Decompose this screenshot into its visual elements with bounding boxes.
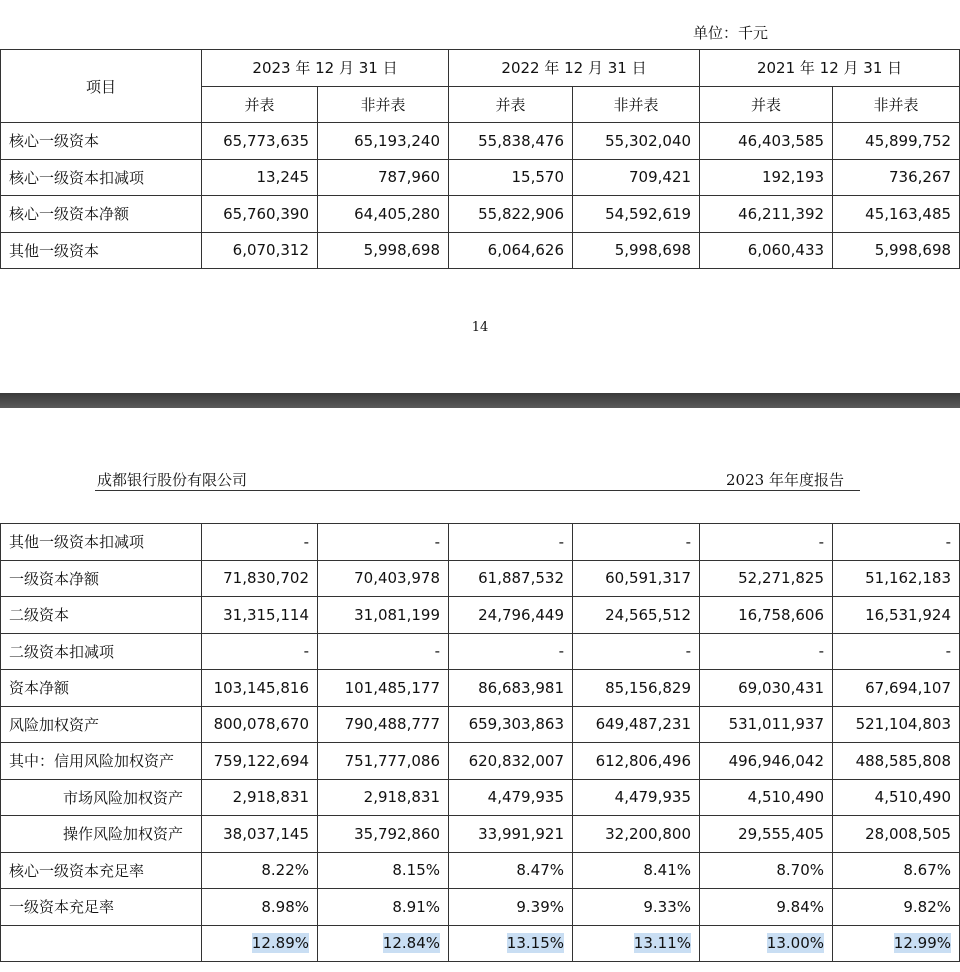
highlighted-value: 13.15% <box>506 934 564 953</box>
sub-header: 非并表 <box>573 86 700 123</box>
year-header: 2021 年 12 月 31 日 <box>700 50 960 87</box>
table-cell: 620,832,007 <box>449 743 573 780</box>
row-label: 市场风险加权资产 <box>1 779 202 816</box>
table-cell: 29,555,405 <box>700 816 833 853</box>
table-cell: 9.84% <box>700 889 833 926</box>
row-label: 一级资本净额 <box>1 560 202 597</box>
table-cell: 6,064,626 <box>449 232 573 269</box>
table-cell: 67,694,107 <box>833 670 960 707</box>
table-cell: 790,488,777 <box>318 706 449 743</box>
table-row <box>1 232 960 269</box>
highlighted-value: 13.00% <box>766 934 824 953</box>
row-label: 二级资本扣减项 <box>1 633 202 670</box>
table-cell: 8.91% <box>318 889 449 926</box>
table-cell: 13,245 <box>202 159 318 196</box>
row-label: 其他一级资本 <box>1 232 202 269</box>
table-cell: 5,998,698 <box>318 232 449 269</box>
table-cell <box>318 925 449 962</box>
table-cell: 65,193,240 <box>318 123 449 160</box>
table-cell: - <box>318 633 449 670</box>
sub-header: 非并表 <box>833 86 960 123</box>
table-cell: 521,104,803 <box>833 706 960 743</box>
table-cell: 6,060,433 <box>700 232 833 269</box>
table-cell: 4,479,935 <box>573 779 700 816</box>
table-row <box>1 889 960 926</box>
table-cell: 612,806,496 <box>573 743 700 780</box>
table-cell: 5,998,698 <box>833 232 960 269</box>
table-cell: 787,960 <box>318 159 449 196</box>
table-row <box>1 743 960 780</box>
row-label: 核心一级资本 <box>1 123 202 160</box>
table-cell <box>202 925 318 962</box>
table-cell: 101,485,177 <box>318 670 449 707</box>
table-cell: 55,302,040 <box>573 123 700 160</box>
table-cell: 659,303,863 <box>449 706 573 743</box>
table-cell: 65,773,635 <box>202 123 318 160</box>
capital-table-top <box>0 49 960 269</box>
table-cell: 4,510,490 <box>700 779 833 816</box>
table-row <box>1 196 960 233</box>
table-cell: - <box>202 633 318 670</box>
table-row <box>1 633 960 670</box>
table-cell: 45,899,752 <box>833 123 960 160</box>
table-cell: 2,918,831 <box>318 779 449 816</box>
row-label: 风险加权资产 <box>1 706 202 743</box>
table-cell: 5,998,698 <box>573 232 700 269</box>
table-cell <box>573 925 700 962</box>
highlighted-value: 12.84% <box>382 934 440 953</box>
table-cell: 35,792,860 <box>318 816 449 853</box>
header-rule <box>95 490 860 491</box>
page-break-band <box>0 393 960 408</box>
table-cell: 65,760,390 <box>202 196 318 233</box>
table-cell: 709,421 <box>573 159 700 196</box>
table-cell: - <box>700 524 833 561</box>
table-cell <box>700 925 833 962</box>
row-label: 资本净额 <box>1 670 202 707</box>
table-cell: 46,211,392 <box>700 196 833 233</box>
table-cell: - <box>833 633 960 670</box>
table-cell: 649,487,231 <box>573 706 700 743</box>
year-header: 2023 年 12 月 31 日 <box>202 50 449 87</box>
table-cell: 31,315,114 <box>202 597 318 634</box>
table-cell: 192,193 <box>700 159 833 196</box>
sub-header: 并表 <box>202 86 318 123</box>
table-cell: 33,991,921 <box>449 816 573 853</box>
year-header: 2022 年 12 月 31 日 <box>449 50 700 87</box>
table-cell: 8.15% <box>318 852 449 889</box>
table-row <box>1 670 960 707</box>
table-cell: 51,162,183 <box>833 560 960 597</box>
table-cell: 800,078,670 <box>202 706 318 743</box>
table-cell: 496,946,042 <box>700 743 833 780</box>
table-cell: 55,822,906 <box>449 196 573 233</box>
table-cell <box>449 925 573 962</box>
table-cell: 31,081,199 <box>318 597 449 634</box>
table-cell: 64,405,280 <box>318 196 449 233</box>
table-cell: - <box>449 524 573 561</box>
table-cell: 759,122,694 <box>202 743 318 780</box>
table-cell: 8.41% <box>573 852 700 889</box>
table-cell: 4,510,490 <box>833 779 960 816</box>
table-cell: 45,163,485 <box>833 196 960 233</box>
capital-table-bottom <box>0 523 960 962</box>
row-label: 其中：信用风险加权资产 <box>1 743 202 780</box>
table-cell: 55,838,476 <box>449 123 573 160</box>
table-cell: - <box>700 633 833 670</box>
table-cell: 8.47% <box>449 852 573 889</box>
table-row <box>1 123 960 160</box>
table-cell: - <box>573 633 700 670</box>
table-cell <box>833 925 960 962</box>
table-cell: 54,592,619 <box>573 196 700 233</box>
company-name: 成都银行股份有限公司 <box>97 471 248 489</box>
table-row <box>1 560 960 597</box>
table-cell: - <box>833 524 960 561</box>
page-number: 14 <box>471 320 489 335</box>
highlighted-value: 13.11% <box>633 934 691 953</box>
table-cell: 9.39% <box>449 889 573 926</box>
table-row <box>1 524 960 561</box>
table-cell: 8.70% <box>700 852 833 889</box>
table-cell: 6,070,312 <box>202 232 318 269</box>
table-cell: 4,479,935 <box>449 779 573 816</box>
table-cell: 8.98% <box>202 889 318 926</box>
table-cell: 9.33% <box>573 889 700 926</box>
row-label: 核心一级资本充足率 <box>1 852 202 889</box>
table-cell: 85,156,829 <box>573 670 700 707</box>
table-row <box>1 925 960 962</box>
row-label: 一级资本充足率 <box>1 889 202 926</box>
row-label: 操作风险加权资产 <box>1 816 202 853</box>
highlighted-value: 12.99% <box>893 934 951 953</box>
table-row <box>1 852 960 889</box>
table-cell: 8.22% <box>202 852 318 889</box>
table-cell: 8.67% <box>833 852 960 889</box>
table-row <box>1 816 960 853</box>
table-cell: 9.82% <box>833 889 960 926</box>
table-row <box>1 706 960 743</box>
item-header: 项目 <box>1 50 202 123</box>
table-cell: 86,683,981 <box>449 670 573 707</box>
sub-header: 并表 <box>449 86 573 123</box>
table-cell: 15,570 <box>449 159 573 196</box>
table-cell: - <box>449 633 573 670</box>
table-cell: 488,585,808 <box>833 743 960 780</box>
table-cell: 103,145,816 <box>202 670 318 707</box>
row-label: 核心一级资本扣减项 <box>1 159 202 196</box>
table-cell: 24,796,449 <box>449 597 573 634</box>
table-row <box>1 597 960 634</box>
row-label: 其他一级资本扣减项 <box>1 524 202 561</box>
table-row <box>1 159 960 196</box>
table-cell: - <box>573 524 700 561</box>
table-cell: 52,271,825 <box>700 560 833 597</box>
table-cell: 16,758,606 <box>700 597 833 634</box>
table-cell: 16,531,924 <box>833 597 960 634</box>
table-cell: 32,200,800 <box>573 816 700 853</box>
table-row <box>1 779 960 816</box>
table-cell: - <box>202 524 318 561</box>
unit-label: 单位：千元 <box>693 24 769 42</box>
table-cell: 28,008,505 <box>833 816 960 853</box>
report-title: 2023 年年度报告 <box>726 471 844 489</box>
sub-header: 非并表 <box>318 86 449 123</box>
table-cell: 70,403,978 <box>318 560 449 597</box>
table-cell: 751,777,086 <box>318 743 449 780</box>
table-cell: 71,830,702 <box>202 560 318 597</box>
table-cell: 46,403,585 <box>700 123 833 160</box>
table-cell: 61,887,532 <box>449 560 573 597</box>
table-cell: 736,267 <box>833 159 960 196</box>
table-cell: 38,037,145 <box>202 816 318 853</box>
sub-header: 并表 <box>700 86 833 123</box>
row-label <box>1 925 202 962</box>
table-cell: 2,918,831 <box>202 779 318 816</box>
row-label: 核心一级资本净额 <box>1 196 202 233</box>
table-cell: 69,030,431 <box>700 670 833 707</box>
highlighted-value: 12.89% <box>251 934 309 953</box>
table-cell: 24,565,512 <box>573 597 700 634</box>
table-cell: 60,591,317 <box>573 560 700 597</box>
row-label: 二级资本 <box>1 597 202 634</box>
table-cell: 531,011,937 <box>700 706 833 743</box>
table-cell: - <box>318 524 449 561</box>
